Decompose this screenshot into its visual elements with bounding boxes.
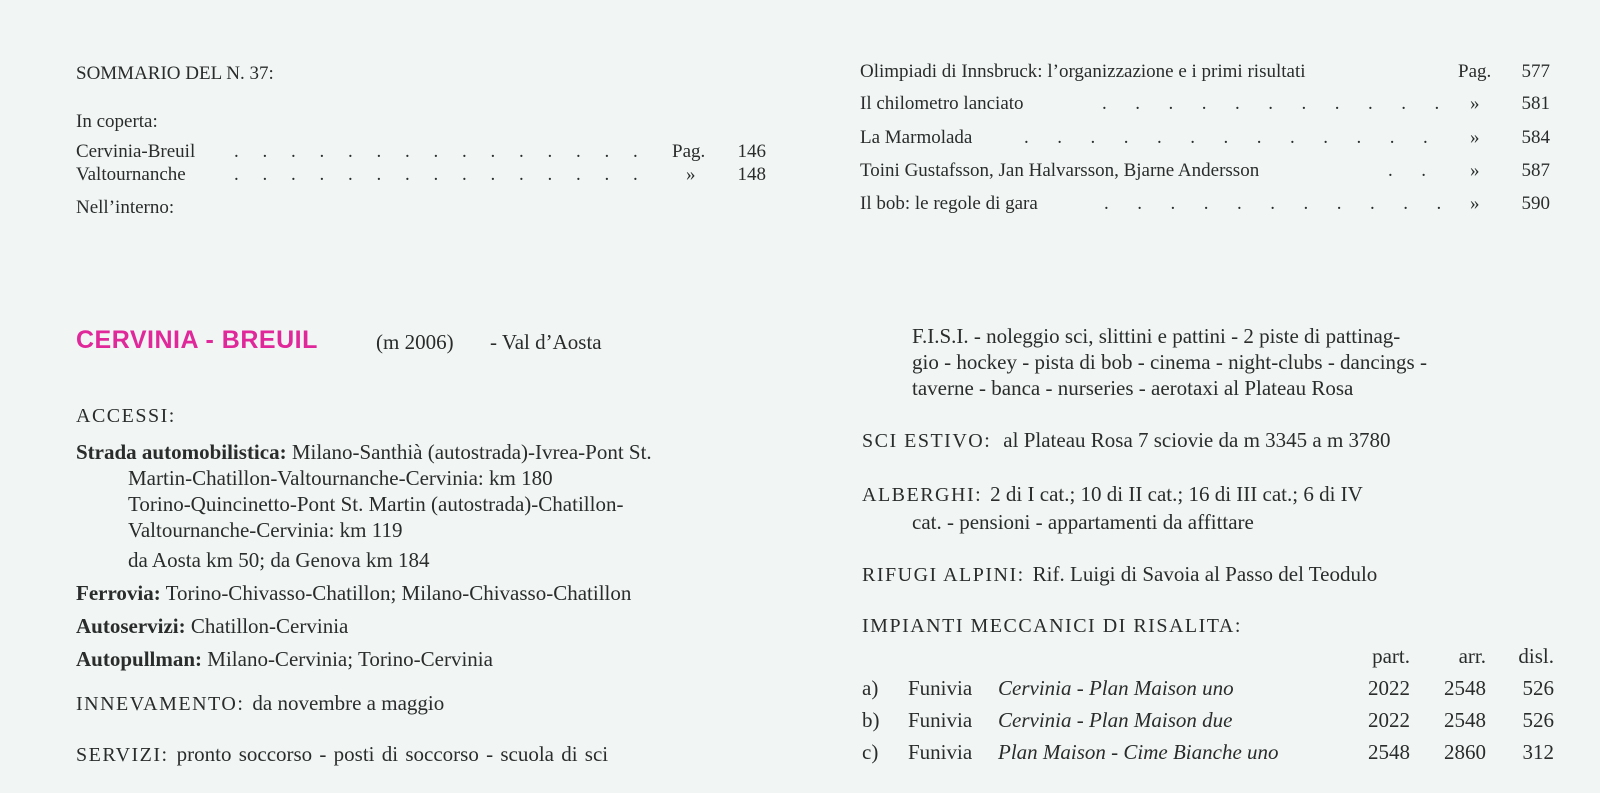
leader-dots: . . . . . . . . . . . . . . . xyxy=(234,164,638,185)
summary-heading: SOMMARIO DEL N. 37: xyxy=(76,63,274,84)
strada-text: Martin-Chatillon-Valtournanche-Cervinia: km 180 xyxy=(128,466,553,490)
impianto-part: 2022 xyxy=(1368,708,1410,732)
rifugi-line xyxy=(862,562,1377,587)
page-number: 584 xyxy=(1521,127,1550,148)
page-ref-label: » xyxy=(1470,127,1480,148)
strada-text: Torino-Quincinetto-Pont St. Martin (autostrada)-Chatillon- xyxy=(128,492,624,516)
resort-region: - Val d’Aosta xyxy=(490,330,602,354)
inside-item-title: Toini Gustafsson, Jan Halvarsson, Bjarne Andersson xyxy=(860,160,1260,181)
page-ref-label: » xyxy=(686,164,696,185)
strada-text: da Aosta km 50; da Genova km 184 xyxy=(128,548,430,572)
page-ref-label: Pag. xyxy=(1458,61,1492,82)
alberghi-text: 2 di I cat.; 10 di II cat.; 16 di III cat.; 6 di IV xyxy=(990,482,1363,506)
page-number: 587 xyxy=(1521,160,1550,181)
autopullman-line xyxy=(76,647,493,672)
alberghi-label: ALBERGHI: xyxy=(862,484,983,506)
cover-item-title: Cervinia-Breuil xyxy=(76,141,196,162)
impianto-letter: b) xyxy=(862,708,880,732)
autoservizi-line xyxy=(76,614,348,639)
inside-item-title: Olimpiadi di Innsbruck: l’organizzazione e i primi risultati xyxy=(860,61,1306,82)
page-number: 148 xyxy=(737,164,766,185)
autoservizi-text: Chatillon-Cervinia xyxy=(190,614,349,638)
servizi-cont: F.I.S.I. - noleggio sci, slittini e pattini - 2 piste di pattinag- xyxy=(912,324,1401,348)
page-number: 577 xyxy=(1521,61,1550,82)
strada-text: Milano-Santhià (autostrada)-Ivrea-Pont St. xyxy=(291,440,652,464)
resort-title: CERVINIA - BREUIL xyxy=(76,326,318,354)
rifugi-label: RIFUGI ALPINI: xyxy=(862,564,1025,586)
resort-altitude: (m 2006) xyxy=(376,330,454,354)
inside-label: Nell’interno: xyxy=(76,197,175,218)
impianto-arr: 2548 xyxy=(1444,708,1486,732)
impianti-heading: IMPIANTI MECCANICI DI RISALITA: xyxy=(862,615,1242,637)
impianto-part: 2548 xyxy=(1368,740,1410,764)
page-number: 581 xyxy=(1521,93,1550,114)
inside-item-title: Il chilometro lanciato xyxy=(860,93,1024,114)
servizi-cont: taverne - banca - nurseries - aerotaxi al Plateau Rosa xyxy=(912,376,1354,400)
impianto-route: Cervinia - Plan Maison due xyxy=(998,708,1233,732)
innevamento-label: INNEVAMENTO: xyxy=(76,693,245,715)
leader-dots: . . . . . . . . . . . xyxy=(1104,193,1442,214)
impianto-disl: 526 xyxy=(1522,708,1554,732)
impianto-disl: 526 xyxy=(1522,676,1554,700)
inside-item-title: La Marmolada xyxy=(860,127,973,148)
col-header-arr: arr. xyxy=(1458,644,1486,668)
servizi-cont: gio - hockey - pista di bob - cinema - night-clubs - dancings - xyxy=(912,350,1427,374)
sci-estivo-label: SCI ESTIVO: xyxy=(862,430,992,452)
impianto-type: Funivia xyxy=(908,740,973,764)
alberghi-cont: cat. - pensioni - appartamenti da affittare xyxy=(912,510,1254,534)
page-number: 146 xyxy=(737,141,766,162)
innevamento-line xyxy=(76,691,444,716)
autopullman-label: Autopullman: xyxy=(76,647,203,671)
autopullman-text: Milano-Cervinia; Torino-Cervinia xyxy=(207,647,493,671)
page-ref-label: » xyxy=(1470,160,1480,181)
servizi-line xyxy=(76,742,608,767)
impianto-letter: a) xyxy=(862,676,879,700)
innevamento-text: da novembre a maggio xyxy=(252,691,445,715)
page-ref-label: » xyxy=(1470,193,1480,214)
servizi-label: SERVIZI: xyxy=(76,744,169,766)
leader-dots: . . . . . . . . . . . xyxy=(1102,93,1440,114)
sci-estivo-text: al Plateau Rosa 7 sciovie da m 3345 a m 3780 xyxy=(1003,428,1391,452)
page-ref-label: » xyxy=(1470,93,1480,114)
servizi-text: pronto soccorso - posti di soccorso - scuola di sci xyxy=(176,742,609,766)
strada-text: Valtournanche-Cervinia: km 119 xyxy=(128,518,403,542)
inside-item-title: Il bob: le regole di gara xyxy=(860,193,1038,214)
cover-label: In coperta: xyxy=(76,111,158,132)
autoservizi-label: Autoservizi: xyxy=(76,614,186,638)
sci-estivo-line xyxy=(862,428,1391,453)
alberghi-line xyxy=(862,482,1363,507)
page-ref-label: Pag. xyxy=(672,141,706,162)
impianto-letter: c) xyxy=(862,740,879,764)
impianto-part: 2022 xyxy=(1368,676,1410,700)
accessi-heading: ACCESSI: xyxy=(76,405,176,427)
rifugi-text: Rif. Luigi di Savoia al Passo del Teodulo xyxy=(1032,562,1378,586)
ferrovia-line xyxy=(76,581,631,606)
col-header-disl: disl. xyxy=(1518,644,1554,668)
strada-line xyxy=(76,440,652,465)
leader-dots: . . . . . . . . . . . . . xyxy=(1024,127,1428,148)
impianto-route: Plan Maison - Cime Bianche uno xyxy=(998,740,1279,764)
impianto-arr: 2548 xyxy=(1444,676,1486,700)
col-header-part: part. xyxy=(1372,644,1410,668)
impianto-arr: 2860 xyxy=(1444,740,1486,764)
ferrovia-label: Ferrovia: xyxy=(76,581,161,605)
impianto-type: Funivia xyxy=(908,708,973,732)
impianto-type: Funivia xyxy=(908,676,973,700)
ferrovia-text: Torino-Chivasso-Chatillon; Milano-Chivasso-Chatillon xyxy=(165,581,632,605)
impianto-disl: 312 xyxy=(1522,740,1554,764)
page-number: 590 xyxy=(1521,193,1550,214)
impianto-route: Cervinia - Plan Maison uno xyxy=(998,676,1234,700)
cover-item-title: Valtournanche xyxy=(76,164,186,185)
leader-dots: . . xyxy=(1388,160,1426,181)
leader-dots: . . . . . . . . . . . . . . . xyxy=(234,141,638,162)
strada-label: Strada automobilistica: xyxy=(76,440,287,464)
